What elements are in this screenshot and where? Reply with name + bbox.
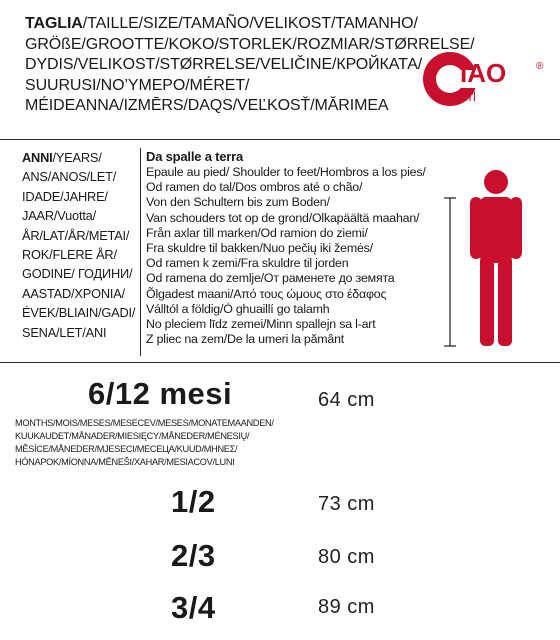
size-label-2: 1/2 bbox=[171, 484, 216, 519]
size-cm-2: 73 cm bbox=[318, 493, 375, 515]
measurement-line-2: Od ramen do tal/Dos ombros até o chão/ bbox=[146, 180, 363, 195]
measurement-line-10: Válltól a földig/Ó ghuaillí go talamh bbox=[146, 301, 330, 316]
years-line-8: AASTAD/ΧΡΟΝΙΑ/ bbox=[22, 285, 125, 301]
size-label-1: 6/12 mesi bbox=[88, 376, 233, 411]
human-figure-icon bbox=[440, 168, 528, 348]
years-first-word: ANNI bbox=[22, 150, 53, 165]
measurement-line-4: Van schouders tot op de grond/Olkapäältä maahan/ bbox=[146, 210, 420, 225]
measurement-line-12: Z pliec na zem/De la umeri la pământ bbox=[146, 332, 345, 347]
measurement-line-11: No pleciem līdz zemei/Minn spallejn sa l-art bbox=[146, 317, 376, 332]
years-first-rest: /YEARS/ bbox=[52, 150, 102, 165]
logo-srl: Srl bbox=[460, 89, 476, 104]
title-line-1 bbox=[25, 14, 425, 35]
size-cm-3: 80 cm bbox=[318, 546, 375, 568]
measurement-line-5: Från axlar till marken/Od ramion do ziemi/ bbox=[146, 225, 368, 240]
title-first-rest: /TAILLE/SIZE/TAMAÑO/VELIKOST/TAMANHO/ bbox=[82, 15, 418, 32]
years-column bbox=[22, 148, 144, 342]
measurement-line-8: Od ramena do zemlje/От раменете до земята bbox=[146, 271, 395, 286]
months-multilingual bbox=[15, 417, 315, 469]
logo-registered-mark: ® bbox=[536, 61, 544, 72]
size-cm-4: 89 cm bbox=[318, 596, 375, 618]
years-line-6: ROK/FLERE ÅR/ bbox=[22, 247, 117, 263]
title-line-4: SUURUSI/ΝΟ’ΥΜΕΡΟ/MÉRET/ bbox=[25, 76, 250, 94]
months-line-2: KUUKAUDET/MÅNADER/MIESIĘCY/MÅNEDER/MĖNESIŲ/ bbox=[15, 431, 250, 442]
years-line-10: SENA/LET/ANI bbox=[22, 324, 107, 340]
measurement-line-1: Epaule au pied/ Shoulder to feet/Hombros a los pies/ bbox=[146, 165, 426, 179]
ciao-logo bbox=[422, 48, 552, 110]
title-first-word: TAGLIA bbox=[25, 15, 83, 32]
years-line-9: ÉVEK/BLIAIN/GADI/ bbox=[22, 305, 136, 321]
size-label-4: 3/4 bbox=[171, 590, 216, 625]
measurement-line-9: Õlgadest maani/Από τους ώμους στο έδαφος bbox=[146, 286, 387, 301]
years-line-2: ANS/ANOS/LET/ bbox=[22, 169, 117, 185]
years-line-4: JAAR/Vuotta/ bbox=[22, 208, 96, 224]
title-line-2: GRÖßE/GROOTTE/KOKO/STORLEK/ROZMIAR/STØRRELSE/ bbox=[25, 35, 475, 53]
title-line-5: MÉIDEANNA/IZMĒRS/DAQS/VEĽKOSŤ/MĂRIMEA bbox=[25, 97, 389, 114]
years-line-5: ÅR/LAT/ÅR/METAI/ bbox=[22, 227, 130, 243]
measurement-column bbox=[146, 148, 446, 347]
divider-top bbox=[0, 139, 560, 140]
size-cm-1: 64 cm bbox=[318, 389, 375, 411]
years-line-1 bbox=[22, 148, 144, 167]
months-line-1: MONTHS/MOIS/MESES/MESECEV/MESES/MONATEMAANDEN/ bbox=[15, 418, 274, 428]
measurement-heading: Da spalle a terra bbox=[146, 149, 244, 164]
months-line-3: MĚSÍCE/MÅNEDER/MJESECI/MECEЦA/KUUD/MHNEΣ/ bbox=[15, 444, 238, 455]
column-divider bbox=[140, 148, 141, 356]
measurement-line-6: Fra skuldre til bakken/Nuo pečių iki žemės/ bbox=[146, 241, 373, 256]
measurement-line-3: Von den Schultern bis zum Boden/ bbox=[146, 195, 330, 210]
months-line-4: HÓNAPOK/MÍONNA/MĒNEŠI/XAHAR/MESIACOV/LUNI bbox=[15, 457, 235, 468]
measurement-line-7: Od ramen k zemi/Fra skuldre til jorden bbox=[146, 256, 349, 271]
divider-bottom bbox=[0, 362, 560, 363]
size-label-3: 2/3 bbox=[171, 538, 216, 573]
ciao-logo-mark bbox=[422, 48, 552, 110]
years-line-3: IDADE/JAHRE/ bbox=[22, 188, 108, 204]
logo-word: IAO bbox=[460, 58, 507, 88]
title-line-3: DYDIS/VELIKOST/STØRRELSE/VELIČINE/КРОЙКАТА/ bbox=[25, 56, 423, 73]
years-line-7: GODINE/ ГОДИНИ/ bbox=[22, 266, 133, 282]
